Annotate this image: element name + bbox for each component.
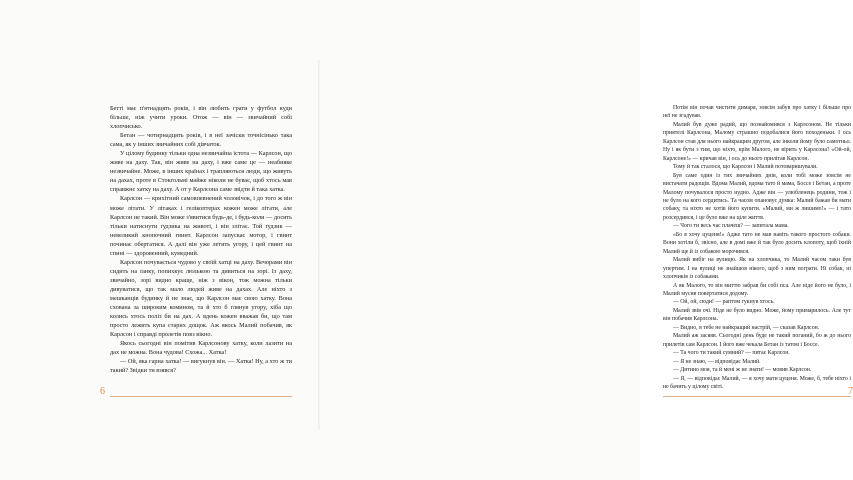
paragraph: «Бо я хочу цуценя!» Адже тато не мав навіть такого простого собаки. Вони хотіли б, звісно, але в домі вже й так було досить клопоту, щоб їхній Малий ще й із собакою морочився.: [663, 231, 851, 255]
paragraph: — Я, — відповідає Малий, — я хочу мати цуценя. Може, б, тебе ніхто і не бачить у цілому світі.: [663, 375, 851, 390]
paragraph: Малий вибіг на вулицю. Як на хлопчика, то Малий часом таки був упертим. І на вулиці не знайшов нікого, щоб з ним пограти. Ні собак, ні хлопчиків із собаками.: [663, 257, 851, 281]
paragraph: — Видно, в тебе не найкращий настрій, — сказав Карлсон.: [673, 324, 820, 331]
paragraph: — Чого ти весь час плачеш? — запитала мама.: [673, 223, 789, 230]
paragraph: — Ой, яка гарна хатка! — вигукнув він. — Хатка! Ну, а хто ж ти такий? Звідки ти взявся?: [110, 358, 292, 375]
paragraph: У цілому будинку тільки одна незвичайна істота — Карлсон, що живе на даху. Так, він живе на даху, і вже саме це — неабияке незвичайне. Може, в інших країнах і трапляються люди, що живуть на дахах, проте в Стокгольмі майже ніколи не буває, щоб хтось мав справжнє хатку на даху. А от у Карлсона саме звідти й така хатка.: [110, 150, 292, 194]
footer-rule: [663, 396, 851, 397]
paragraph: — Я не знаю, — відповідає Малий.: [673, 358, 761, 365]
paragraph: Карлсон почувається чудово у своїй хатці на даху. Вечорами він сидить на ґанку, попихкує люлькою та дивиться на зорі. Із даху, звичайно, зорі видно краще, ніж з вікон, тож можна тільки дивуватися, що так мало людей живе на дахах. Але ніхто з мешканців будинку й не знає, що Карлсон має свою хатку. Вона схована за широким комином, та й хто б глянув угору, хіба що колись хтось поліз би на дах. А вдень кожен вважав би, що там просто лежить купа старих дощок. Аж якось Малий побачив, як Карлсон і справді пролетів повз вікно.: [110, 258, 292, 339]
paragraph: А як Малого, то він миттю забрав би собі пса. Але ніде його не було, і Малий мусив повертатися додому.: [663, 282, 851, 297]
left-page: [0, 0, 320, 480]
paragraph: Малий аж засяяв. Сьогодні день буде не такий поганий, бо ж до нього прилетів сам Карлсон. І його вже чекала Бетан із татом і Боссе.: [663, 333, 851, 348]
page-number: 7: [848, 386, 853, 397]
paragraph: Був саме один із тих звичайних днів, коли тобі може зовсім не вистачати радощів. Вдома Малий, вдома тато й мама, Боссе і Бетан, а проте Малому почувалося просто нудно. Адже він — улюбленець родини, тож і не було на кого сердитись. Та часом опановує думка: Малий бажав би мати собаку, та ніхто не хотів його купити. «Малий, ми ж лишимо!» — і тато розсердився, і це було вже на ціле життя.: [663, 172, 851, 221]
footer-rule: [110, 396, 292, 397]
paragraph: Карлсон — крихітний самовпевнений чоловічок, і до того ж він може літати. У літаках і гелікоптерах кожен може літати, але Карлсон не такий. Він може з'явитися будь-де, і будь-коли — досить тільки натиснути ґудзика на животі, і він злітає. Той ґудзик — невеликий кнопочний гвинт. Карлсон запускає мотор, і гвинт починає обертатися. А далі він уже летить угору, і цей гвинт на спині — здоровенний, кумедний.: [110, 195, 293, 257]
paragraph: — Ой, ой, сюди! — раптом гукнув хтось.: [673, 299, 775, 306]
paragraph: Бетті має п'ятнадцять років, і він любить грати у футбол куди більше, ніж учити уроки. Отож — він — звичайний собі хлопчисько.: [110, 105, 292, 131]
paragraph: Малий звів очі. Ніде не було видно. Може, йому примарилось. Але тут він побачив Карлсона.: [663, 307, 851, 323]
page-number: 6: [100, 386, 105, 397]
paragraph: — Дитино моя, та й мені ж не знати! — мовив Карлсон.: [673, 367, 812, 374]
paragraph: Потім він почав чистити димаря, зовсім забув про хатку і більше про неї не згадував.: [663, 105, 851, 120]
right-page-text: [663, 104, 851, 391]
right-page: [320, 0, 853, 480]
paragraph: Тому й так сталося, що Карлсон і Малий потоваришували.: [673, 164, 818, 171]
paragraph: Якось сьогодні він помітив Карлсонову хатку, коли лазити на дах не можна. Вона чудова! Схожа... Хатка!: [110, 340, 292, 357]
left-page-text: [110, 104, 292, 375]
paragraph: — Та чого ти такий сумний? — питає Карлсон.: [673, 350, 790, 357]
paragraph: Малий був дуже радий, що познайомився з Карлсоном. Не тільки приятелі Карлсона, Малому страшно подобалися його походеньки. І ось Карлсон став для нього найкращим другом, але інколи йому було самотньо. Ну і як бути з тим, що ніхто, крім Малого, не вірить у Карлсона? «Ой-ой, Карлсоне!» — кричав він, і ось до нього прилітав Карлсон.: [663, 121, 851, 162]
paragraph: Бетан — чотирнадцять років, і в неї зачіски точнісінько така сама, як у інших звичайних собі дівчаток.: [110, 132, 292, 149]
